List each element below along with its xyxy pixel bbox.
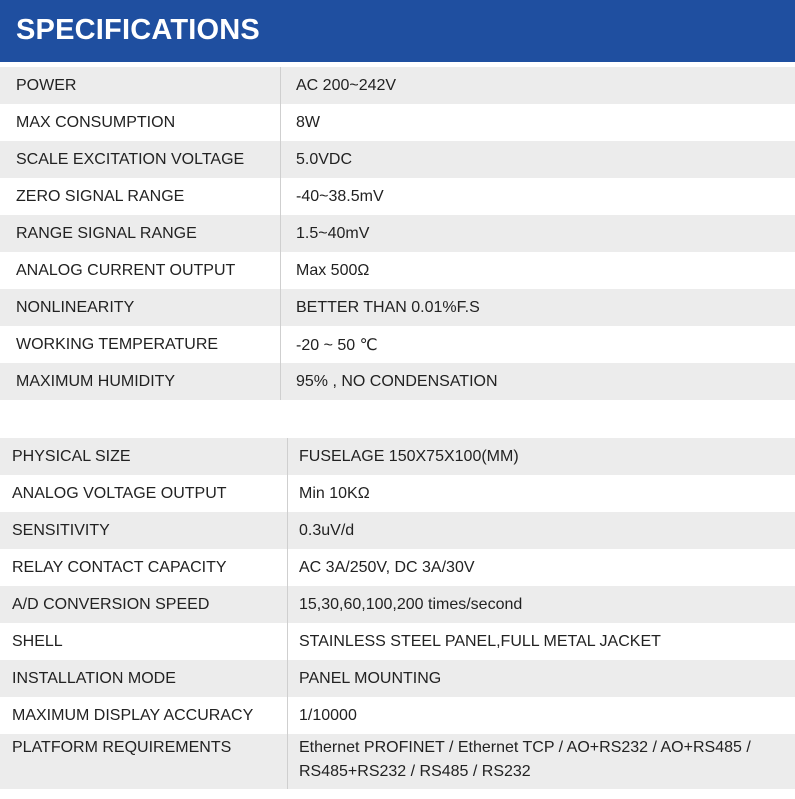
physical-specs-table	[0, 438, 795, 789]
table-row	[0, 363, 795, 400]
table-row	[0, 326, 795, 363]
spec-value: 8W	[281, 104, 795, 141]
spec-label: ZERO SIGNAL RANGE	[0, 178, 281, 215]
spec-value: 15,30,60,100,200 times/second	[288, 586, 795, 623]
spec-label: ANALOG VOLTAGE OUTPUT	[0, 475, 288, 512]
spec-value: Max 500Ω	[281, 252, 795, 289]
spec-value: 0.3uV/d	[288, 512, 795, 549]
table-row	[0, 215, 795, 252]
spec-label: A/D CONVERSION SPEED	[0, 586, 288, 623]
spec-value: AC 200~242V	[281, 67, 795, 104]
spec-label: POWER	[0, 67, 281, 104]
page-title: SPECIFICATIONS	[16, 14, 260, 46]
spec-label: MAXIMUM DISPLAY ACCURACY	[0, 697, 288, 734]
table-row	[0, 697, 795, 734]
table-row	[0, 586, 795, 623]
table-row	[0, 67, 795, 104]
spec-label: SENSITIVITY	[0, 512, 288, 549]
spec-value: AC 3A/250V, DC 3A/30V	[288, 549, 795, 586]
table-row	[0, 623, 795, 660]
table-row	[0, 512, 795, 549]
table-row	[0, 289, 795, 326]
spec-label: PLATFORM REQUIREMENTS	[0, 734, 288, 789]
spec-label: INSTALLATION MODE	[0, 660, 288, 697]
table-row	[0, 438, 795, 475]
table-row	[0, 178, 795, 215]
spec-value: PANEL MOUNTING	[288, 660, 795, 697]
spec-label: RANGE SIGNAL RANGE	[0, 215, 281, 252]
specifications-header	[0, 0, 795, 62]
table-row	[0, 141, 795, 178]
spec-label: SHELL	[0, 623, 288, 660]
spec-label: SCALE EXCITATION VOLTAGE	[0, 141, 281, 178]
spec-label: ANALOG CURRENT OUTPUT	[0, 252, 281, 289]
spec-label: MAXIMUM HUMIDITY	[0, 363, 281, 400]
table-row	[0, 734, 795, 789]
spec-value: -20 ~ 50 ℃	[281, 326, 795, 363]
spec-label: PHYSICAL SIZE	[0, 438, 288, 475]
spec-value: -40~38.5mV	[281, 178, 795, 215]
spec-value: 95% , NO CONDENSATION	[281, 363, 795, 400]
spec-value: Ethernet PROFINET / Ethernet TCP / AO+RS232 / AO+RS485 / RS485+RS232 / RS485 / RS232	[288, 734, 795, 789]
table-row	[0, 660, 795, 697]
spec-value: 5.0VDC	[281, 141, 795, 178]
spec-value: Min 10KΩ	[288, 475, 795, 512]
spec-value: FUSELAGE 150X75X100(MM)	[288, 438, 795, 475]
table-row	[0, 549, 795, 586]
spec-label: RELAY CONTACT CAPACITY	[0, 549, 288, 586]
spec-value: BETTER THAN 0.01%F.S	[281, 289, 795, 326]
electrical-specs-table	[0, 67, 795, 400]
spec-label: MAX CONSUMPTION	[0, 104, 281, 141]
spec-label: NONLINEARITY	[0, 289, 281, 326]
table-row	[0, 252, 795, 289]
spec-value: 1/10000	[288, 697, 795, 734]
spec-label: WORKING TEMPERATURE	[0, 326, 281, 363]
spec-value: STAINLESS STEEL PANEL,FULL METAL JACKET	[288, 623, 795, 660]
spec-value: 1.5~40mV	[281, 215, 795, 252]
table-row	[0, 475, 795, 512]
table-row	[0, 104, 795, 141]
